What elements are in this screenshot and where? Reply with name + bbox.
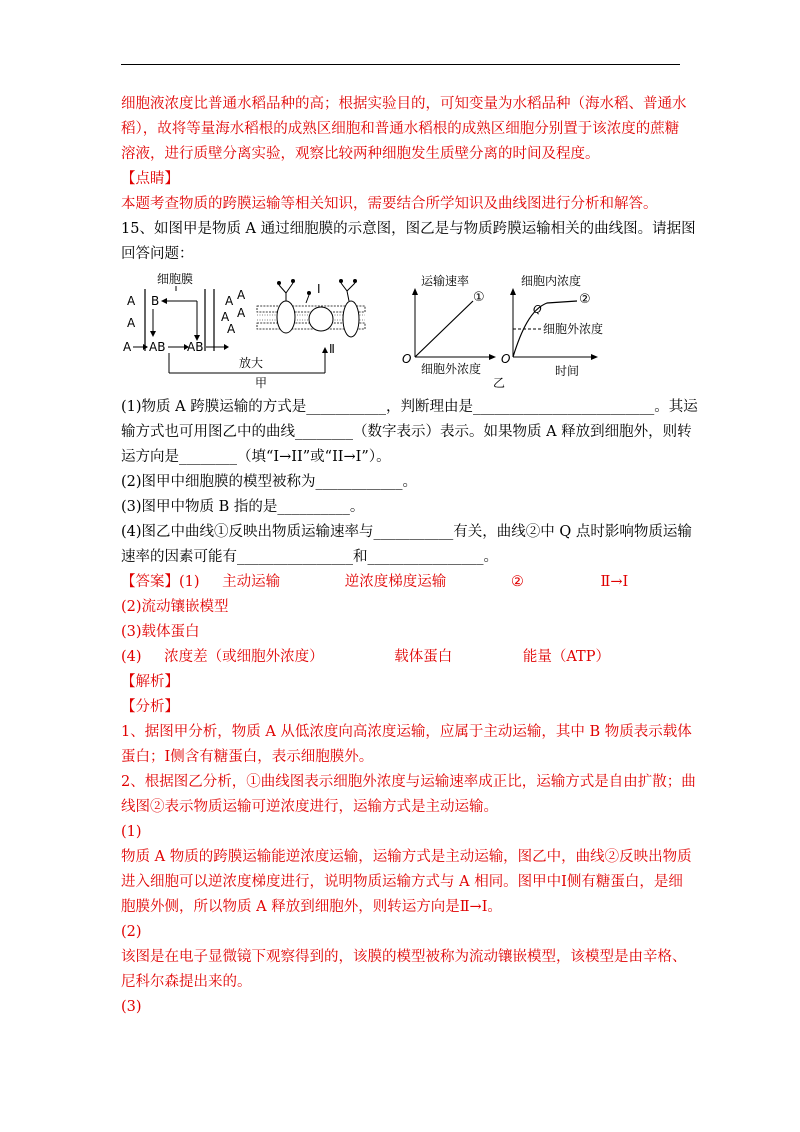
analysis-line: 进入细胞可以逆浓度梯度进行，说明物质运输方式与 A 相同。图甲中Ⅰ侧有糖蛋白，是细 xyxy=(121,874,683,890)
phospholipid-bilayer-icon xyxy=(257,279,365,337)
dianjing-tag: 【点睛】 xyxy=(121,171,179,187)
answer-line-1: 【答案】(1) 主动运输 逆浓度梯度运输 ② Ⅱ→Ⅰ xyxy=(121,574,629,590)
analysis-line: 尼科尔森提出来的。 xyxy=(121,974,252,990)
svg-text:A: A xyxy=(237,288,246,302)
analysis-line: 2、根据图乙分析，①曲线图表示细胞外浓度与运输速率成正比，运输方式是自由扩散；曲 xyxy=(121,774,696,790)
svg-text:AB: AB xyxy=(149,340,166,354)
svg-text:A: A xyxy=(227,322,236,336)
graph1-curve-label: ① xyxy=(473,290,485,305)
figure-yi-graph-1 xyxy=(402,273,496,376)
question-item: (2)图甲中细胞膜的模型被称为____________。 xyxy=(121,474,418,490)
answer-tag: 【答案】 xyxy=(121,574,179,590)
question-item: 输方式也可用图乙中的曲线________（数字表示）表示。如果物质 A 释放到细胞外，则转 xyxy=(121,424,692,440)
analysis-line: (1) xyxy=(121,824,142,840)
question-item: (4)图乙中曲线①反映出物质运输速率与___________有关，曲线②中 Q 点时影响物质运输 xyxy=(121,524,692,540)
point-q: Q xyxy=(533,303,542,316)
answer-line-4: (4) 浓度差（或细胞外浓度） 载体蛋白 能量（ATP） xyxy=(121,649,610,665)
svg-text:A: A xyxy=(225,294,234,308)
graph1-ylabel: 运输速率 xyxy=(421,274,470,288)
svg-text:AB: AB xyxy=(187,340,204,354)
question-item: 速率的因素可能有________________和________________。 xyxy=(121,549,498,565)
graph2-curve-label: ② xyxy=(579,292,591,307)
graph2-ylabel: 细胞内浓度 xyxy=(521,274,582,288)
graph2-xlabel: 时间 xyxy=(555,364,580,378)
intro-line: 溶液，进行质壁分离实验，观察比较两种细胞发生质壁分离的时间及程度。 xyxy=(121,146,600,162)
intro-line: 稻），故将等量海水稻根的成熟区细胞和普通水稻根的成熟区细胞分别置于该浓度的蔗糖 xyxy=(121,121,680,137)
question-item: 运方向是________（填“I→II”或“II→I”）。 xyxy=(121,449,391,465)
analysis-line: 该图是在电子显微镜下观察得到的，该膜的模型被称为流动镶嵌模型，该模型是由辛格、 xyxy=(121,949,687,965)
svg-text:A: A xyxy=(127,316,136,330)
jiexi-tag: 【解析】 xyxy=(121,674,179,690)
membrane-label: 细胞膜 xyxy=(157,272,194,286)
analysis-line: 物质 A 物质的跨膜运输能逆浓度运输，运输方式是主动运输，图乙中，曲线②反映出物质 xyxy=(121,849,692,865)
analysis-line: 1、据图甲分析，物质 A 从低浓度向高浓度运输，应属于主动运输，其中 B 物质表示载体 xyxy=(121,724,692,740)
side-two-label: Ⅱ xyxy=(329,342,335,356)
header-rule xyxy=(121,64,680,65)
answer-line-2: (2)流动镶嵌模型 xyxy=(121,599,229,615)
enlarge-label: 放大 xyxy=(239,356,264,370)
analysis-line: 蛋白；Ⅰ侧含有糖蛋白，表示细胞膜外。 xyxy=(121,749,374,765)
question-item: (1)物质 A 跨膜运输的方式是___________，判断理由是_________________________。其运 xyxy=(121,399,698,415)
dianjing-text: 本题考查物质的跨膜运输等相关知识，需要结合所学知识及曲线图进行分析和解答。 xyxy=(121,196,658,212)
question-item: (3)图甲中物质 B 指的是__________。 xyxy=(121,499,365,515)
svg-text:A: A xyxy=(237,306,246,320)
svg-text:B: B xyxy=(151,294,160,308)
analysis-line: (3) xyxy=(121,999,142,1015)
graph1-xlabel: 细胞外浓度 xyxy=(421,362,482,376)
intro-line: 细胞液浓度比普通水稻品种的高；根据实验目的，可知变量为水稻品种（海水稻、普通水 xyxy=(121,96,687,112)
document-page xyxy=(121,92,698,1020)
svg-text:O: O xyxy=(501,352,511,366)
side-one-label: I xyxy=(317,282,321,296)
answer-line-3: (3)载体蛋白 xyxy=(121,624,200,640)
svg-text:A: A xyxy=(123,340,132,354)
question-line: 15、如图甲是物质 A 通过细胞膜的示意图，图乙是与物质跨膜运输相关的曲线图。请据图 xyxy=(121,221,696,237)
analysis-line: (2) xyxy=(121,924,142,940)
svg-text:A: A xyxy=(221,310,230,324)
svg-text:A: A xyxy=(127,294,136,308)
graph2-dash-label: 细胞外浓度 xyxy=(543,322,604,336)
fenxi-tag: 【分析】 xyxy=(121,699,179,715)
figure-jia xyxy=(123,272,365,389)
figure-svg xyxy=(121,271,681,389)
question-line: 回答问题： xyxy=(121,246,194,262)
caption-yi: 乙 xyxy=(493,376,506,389)
analysis-line: 胞膜外侧，所以物质 A 释放到细胞外，则转运方向是Ⅱ→Ⅰ。 xyxy=(121,899,502,915)
figure xyxy=(121,271,681,389)
svg-text:O: O xyxy=(402,352,412,366)
analysis-line: 线图②表示物质运输可逆浓度进行，运输方式是主动运输。 xyxy=(121,799,498,815)
caption-jia: 甲 xyxy=(255,376,268,389)
figure-yi-graph-2 xyxy=(493,273,603,389)
